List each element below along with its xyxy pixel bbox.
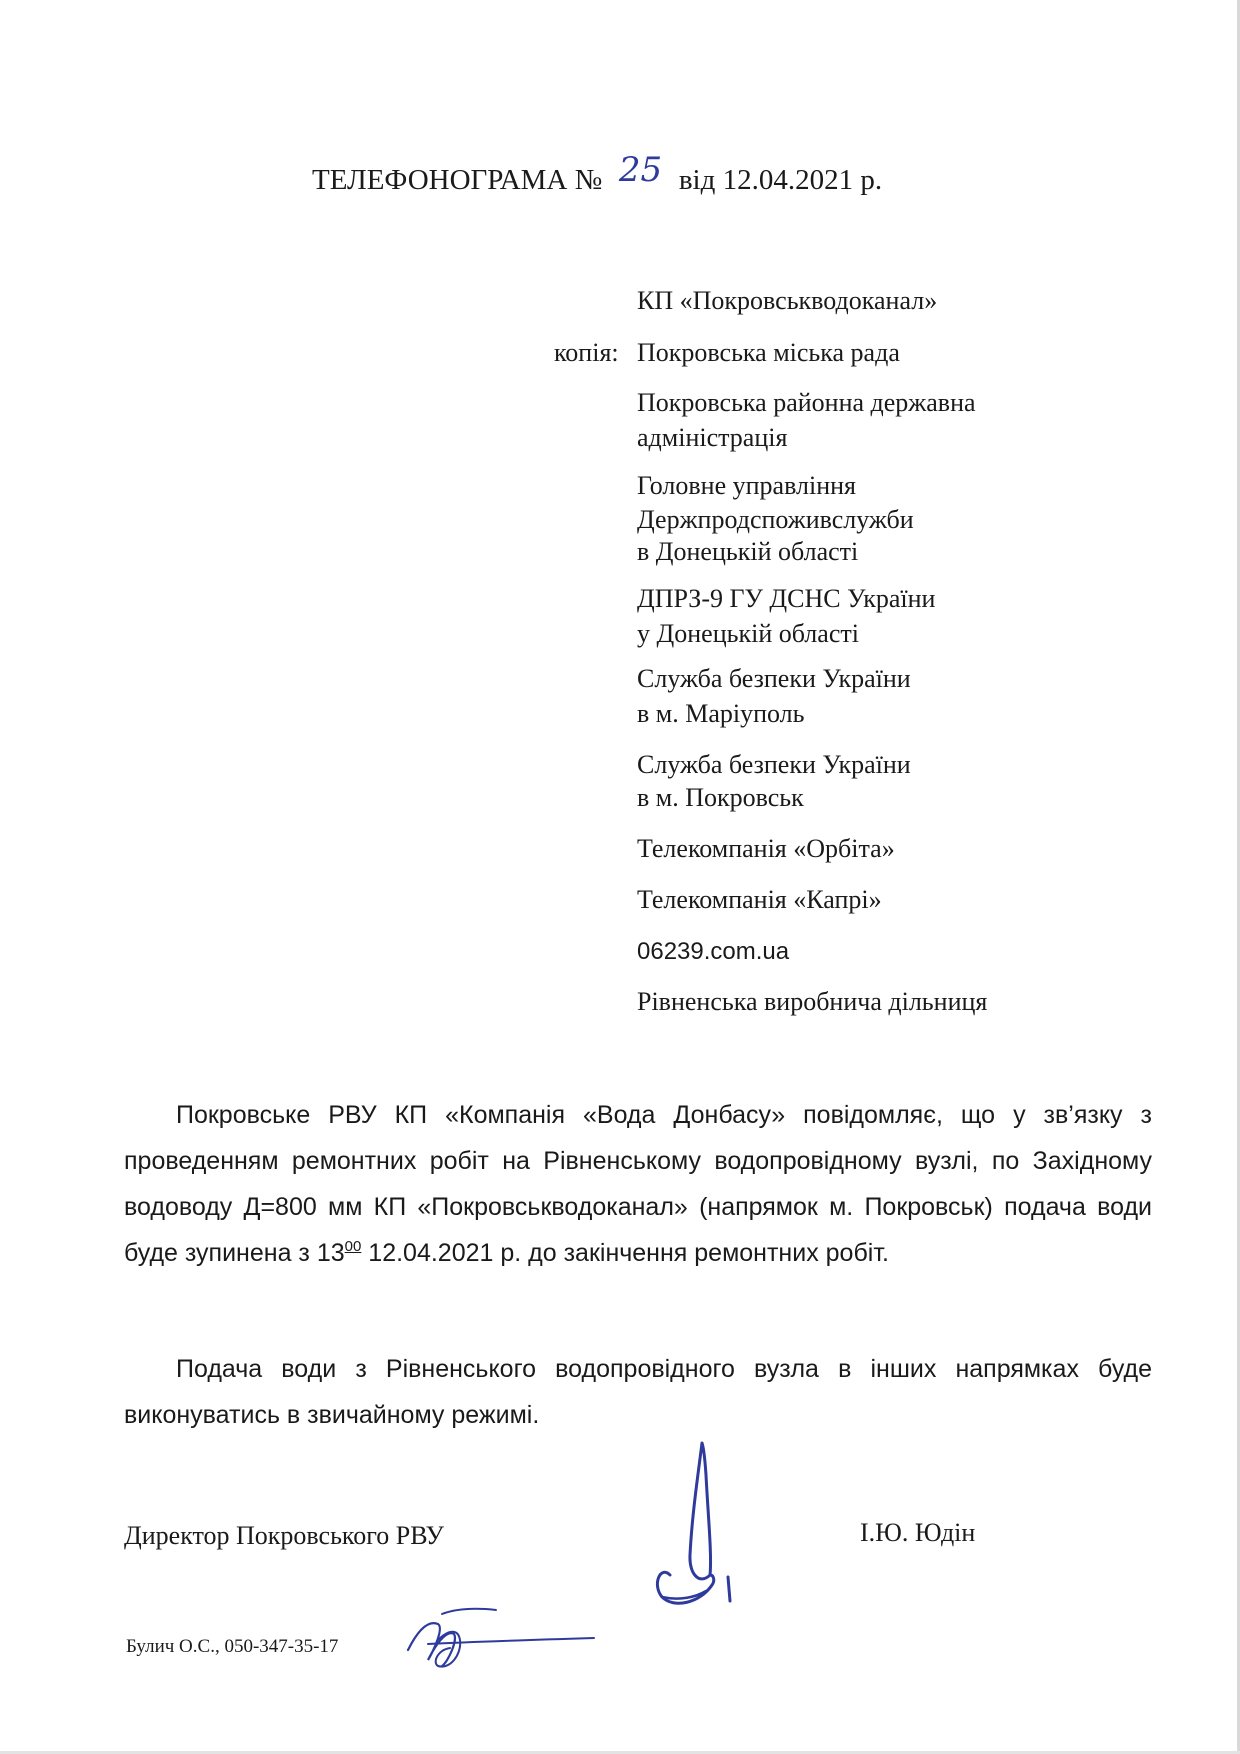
- body-paragraph-1: [124, 1092, 1152, 1276]
- recipient-copy: Покровська районна державна: [637, 388, 976, 417]
- handwritten-number: 25: [618, 150, 663, 190]
- recipient-copy: Телекомпанія «Капрі»: [637, 885, 882, 914]
- recipient-copy: ДПРЗ-9 ГУ ДСНС України: [637, 584, 936, 613]
- recipient-copy: адміністрація: [637, 423, 788, 452]
- recipient-copy: Покровська міська рада: [637, 338, 900, 367]
- paragraph-1-start: Покровське РВУ КП «Компанія «Вода Донбасу» повідомляє, що у зв’язку з проведенням ремонтних робіт на Рівненському водопровідному вузлі, по Західному водоводу Д=800 мм КП «Покровськводоканал» (напрямок м. Покровськ) подача води буде зупинена з 13: [124, 1101, 1152, 1267]
- recipient-copy: в Донецькій області: [637, 537, 859, 566]
- recipient-copy: Служба безпеки України: [637, 750, 911, 779]
- title-prefix: ТЕЛЕФОНОГРАМА №: [312, 164, 603, 196]
- signer-name: І.Ю. Юдін: [860, 1518, 976, 1547]
- recipient-copy: 06239.com.ua: [637, 938, 790, 965]
- recipient-copy: Телекомпанія «Орбіта»: [637, 834, 895, 863]
- executor-signature-icon: [398, 1600, 598, 1680]
- recipient-copy: в м. Покровськ: [637, 783, 804, 812]
- director-signature-icon: [640, 1435, 760, 1615]
- recipient-main: КП «Покровськводоканал»: [637, 286, 938, 315]
- time-minutes: 00: [344, 1238, 362, 1255]
- body-paragraph-2: Подача води з Рівненського водопровідного вузла в інших напрямках буде виконуватись в звичайному режимі.: [124, 1355, 1152, 1429]
- executor-info: Булич О.С., 050-347-35-17: [126, 1636, 339, 1657]
- recipient-copy: у Донецькій області: [637, 619, 859, 648]
- recipient-copy: Служба безпеки України: [637, 664, 911, 693]
- paragraph-1-end: 12.04.2021 р. до закінчення ремонтних робіт.: [361, 1239, 889, 1267]
- recipient-copy: Рівненська виробнича дільниця: [637, 987, 988, 1016]
- recipient-copy: Держпродспоживслужби: [637, 505, 914, 534]
- recipient-copy: в м. Маріуполь: [637, 699, 805, 728]
- title-date: від 12.04.2021 р.: [678, 164, 883, 196]
- copy-label: копія:: [554, 338, 619, 367]
- document-title: [312, 150, 883, 198]
- signer-title: Директор Покровського РВУ: [124, 1521, 444, 1550]
- recipient-copy: Головне управління: [637, 471, 856, 500]
